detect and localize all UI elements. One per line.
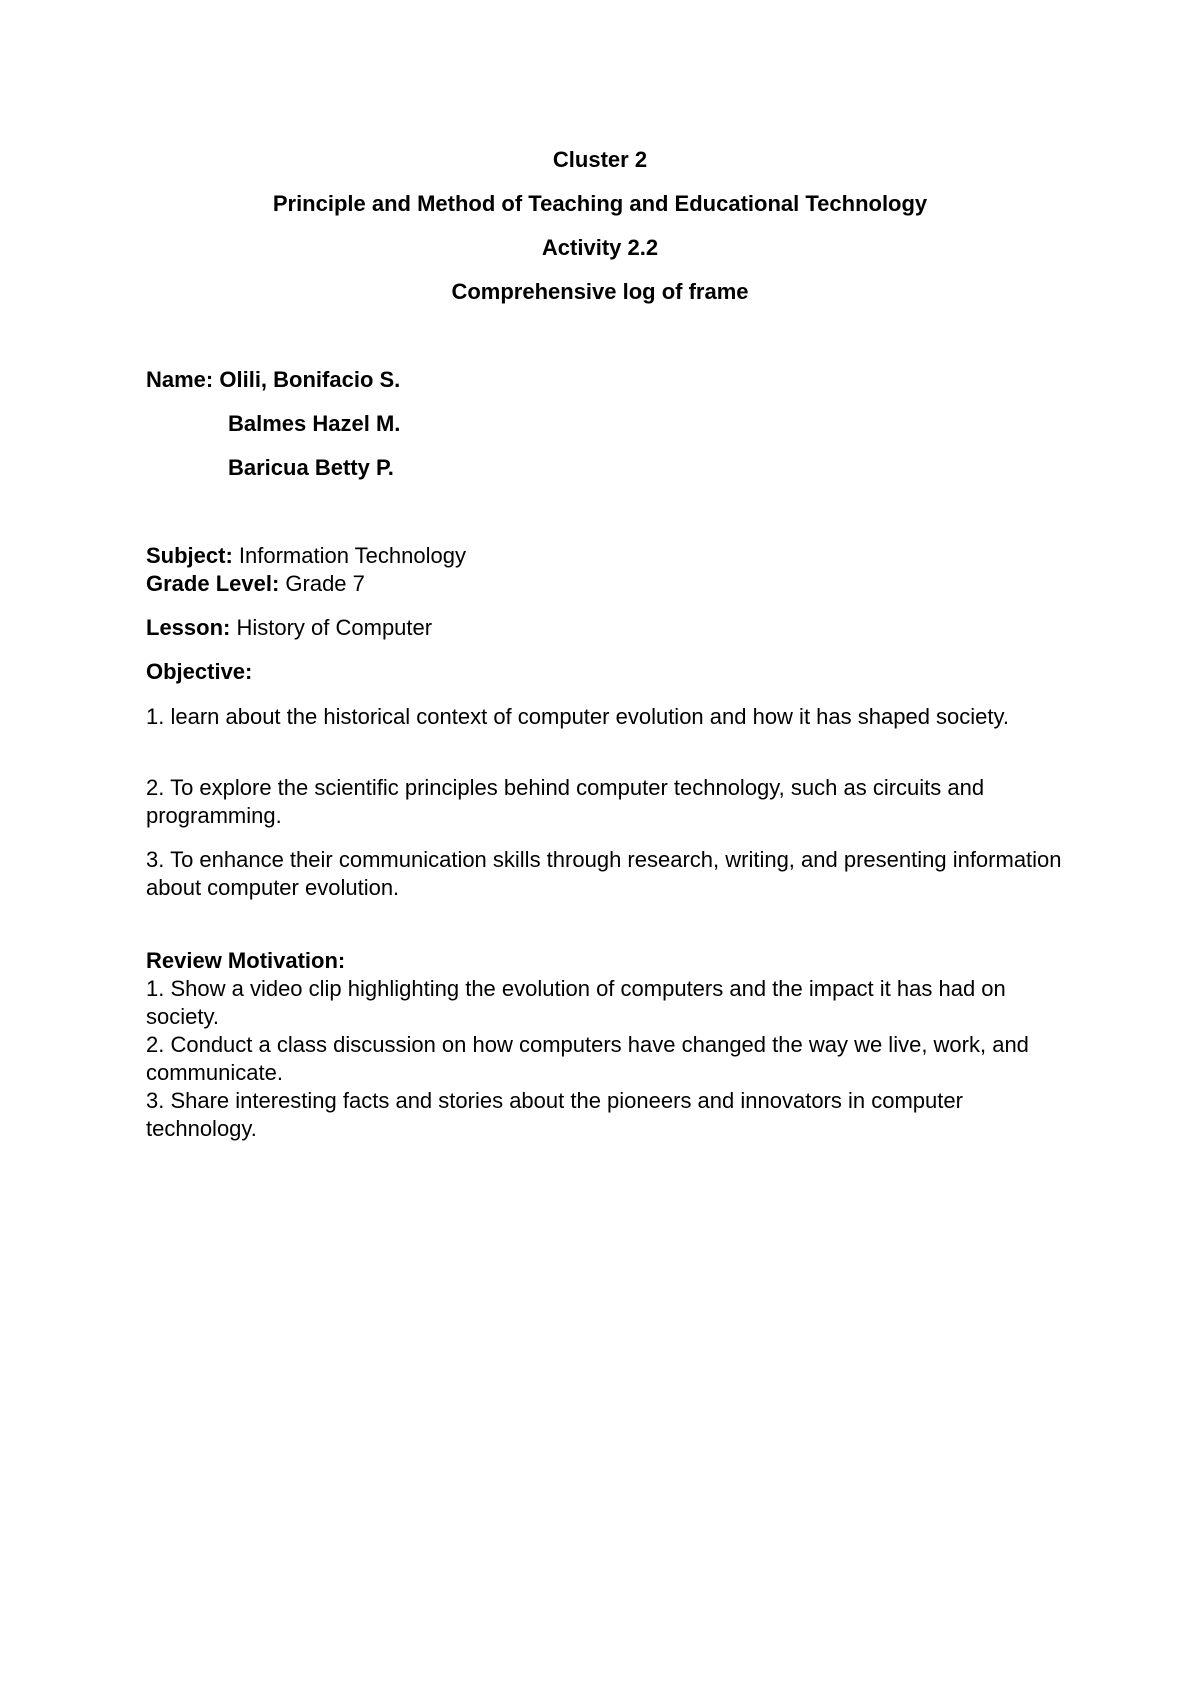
activity-heading: Activity 2.2: [541, 235, 659, 260]
name-label: Name:: [146, 367, 214, 392]
grade-row: [146, 570, 1066, 598]
course-heading: Principle and Method of Teaching and Educational Technology: [272, 191, 928, 216]
objective-item: 1. learn about the historical context of computer evolution and how it has shaped society.: [146, 704, 1009, 729]
name-second: Balmes Hazel M.: [228, 411, 401, 436]
motivation-item: 1. Show a video clip highlighting the evolution of computers and the impact it has had on society.: [146, 976, 1006, 1029]
lesson-label: Lesson:: [146, 615, 231, 640]
name-first: Olili, Bonifacio S.: [219, 367, 401, 392]
lesson-value: History of Computer: [230, 615, 433, 640]
grade-label: Grade Level:: [146, 571, 280, 596]
lesson-row: [146, 614, 1066, 642]
subject-label: Subject:: [146, 543, 233, 568]
objective-item: 2. To explore the scientific principles behind computer technology, such as circuits and programming.: [146, 775, 985, 828]
grade-value: Grade 7: [279, 571, 365, 596]
subject-row: [146, 542, 1066, 570]
motivation-item: 2. Conduct a class discussion on how computers have changed the way we live, work, and communicate.: [146, 1032, 1029, 1085]
cluster-heading: Cluster 2: [552, 147, 648, 172]
document-title: Comprehensive log of frame: [451, 279, 749, 304]
motivation-item: 3. Share interesting facts and stories about the pioneers and innovators in computer technology.: [146, 1088, 963, 1141]
review-motivation-label: Review Motivation:: [146, 948, 346, 973]
objective-item: 3. To enhance their communication skills through research, writing, and presenting information about computer evolution.: [146, 847, 1062, 900]
name-row: [146, 366, 1066, 394]
subject-value: Information Technology: [232, 543, 466, 568]
name-third: Baricua Betty P.: [228, 455, 394, 480]
objective-label: Objective:: [146, 659, 253, 684]
